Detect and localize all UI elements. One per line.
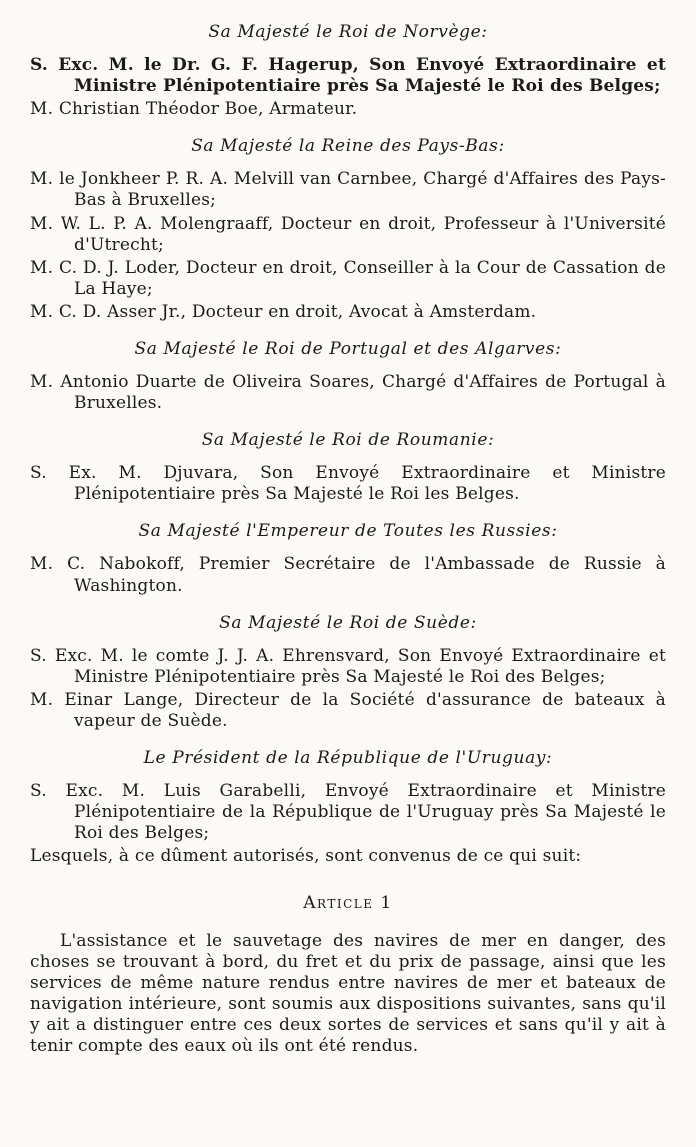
section-heading-russia: Sa Majesté l'Empereur de Toutes les Russies:	[138, 521, 558, 542]
delegate-entry: M. Antonio Duarte de Oliveira Soares, Chargé d'Affaires de Portugal à Bruxelles.	[30, 372, 666, 414]
delegate-entry: S. Exc. M. Luis Garabelli, Envoyé Extraordinaire et Ministre Plénipotentiaire de la République de l'Uruguay près Sa Majesté le Roi des Belges;	[30, 781, 666, 844]
delegate-entry: M. C. D. J. Loder, Docteur en droit, Conseiller à la Cour de Cassation de La Haye;	[30, 257, 666, 299]
section-heading-portugal: Sa Majesté le Roi de Portugal et des Algarves:	[134, 338, 562, 359]
article-body: L'assistance et le sauvetage des navires de mer en danger, des choses se trouvant à bord, du fret et du prix de passage, ainsi que les services de même nature rendus entre navires de mer et bateaux de navigation intérieure, sont soumis aux dispositions suivantes, sans qu'il y ait a distinguer entre ces deux sortes de services et sans qu'il y ait à tenir compte des eaux où ils ont été rendus.	[30, 930, 666, 1056]
article-title: Article 1	[303, 893, 393, 914]
delegate-entry: M. C. Nabokoff, Premier Secrétaire de l'Ambassade de Russie à Washington.	[30, 554, 666, 596]
section-portugal	[30, 339, 666, 414]
section-heading-sweden: Sa Majesté le Roi de Suède:	[219, 612, 477, 633]
section-uruguay	[30, 748, 666, 844]
closing-line: Lesquels, à ce dûment autorisés, sont convenus de ce qui suit:	[30, 846, 582, 867]
delegate-entry: M. Einar Lange, Directeur de la Société d'assurance de bateaux à vapeur de Suède.	[30, 689, 666, 731]
delegate-entry: S. Exc. M. le comte J. J. A. Ehrensvard, Son Envoyé Extraordinaire et Ministre Plénipotentiaire près Sa Majesté le Roi des Belges;	[30, 645, 666, 687]
delegate-entry: M. C. D. Asser Jr., Docteur en droit, Avocat à Amsterdam.	[30, 301, 537, 322]
section-heading-netherlands: Sa Majesté la Reine des Pays-Bas:	[191, 136, 505, 157]
section-norway	[30, 22, 666, 120]
delegate-entry: S. Ex. M. Djuvara, Son Envoyé Extraordinaire et Ministre Plénipotentiaire près Sa Majesté le Roi les Belges.	[30, 463, 666, 505]
section-sweden	[30, 613, 666, 732]
delegate-entry: M. Christian Théodor Boe, Armateur.	[30, 99, 358, 120]
section-heading-uruguay: Le Président de la République de l'Uruguay:	[143, 748, 553, 769]
section-russia	[30, 521, 666, 596]
delegate-entry: M. W. L. P. A. Molengraaff, Docteur en droit, Professeur à l'Université d'Utrecht;	[30, 213, 666, 255]
section-netherlands	[30, 136, 666, 323]
section-heading-norway: Sa Majesté le Roi de Norvège:	[208, 22, 488, 42]
delegate-entry: M. le Jonkheer P. R. A. Melvill van Carnbee, Chargé d'Affaires des Pays-Bas à Bruxelles;	[30, 169, 666, 211]
section-romania	[30, 430, 666, 505]
section-heading-romania: Sa Majesté le Roi de Roumanie:	[201, 430, 495, 451]
delegate-entry: S. Exc. M. le Dr. G. F. Hagerup, Son Envoyé Extraordinaire et Ministre Plénipotentiaire près Sa Majesté le Roi des Belges;	[30, 55, 666, 97]
